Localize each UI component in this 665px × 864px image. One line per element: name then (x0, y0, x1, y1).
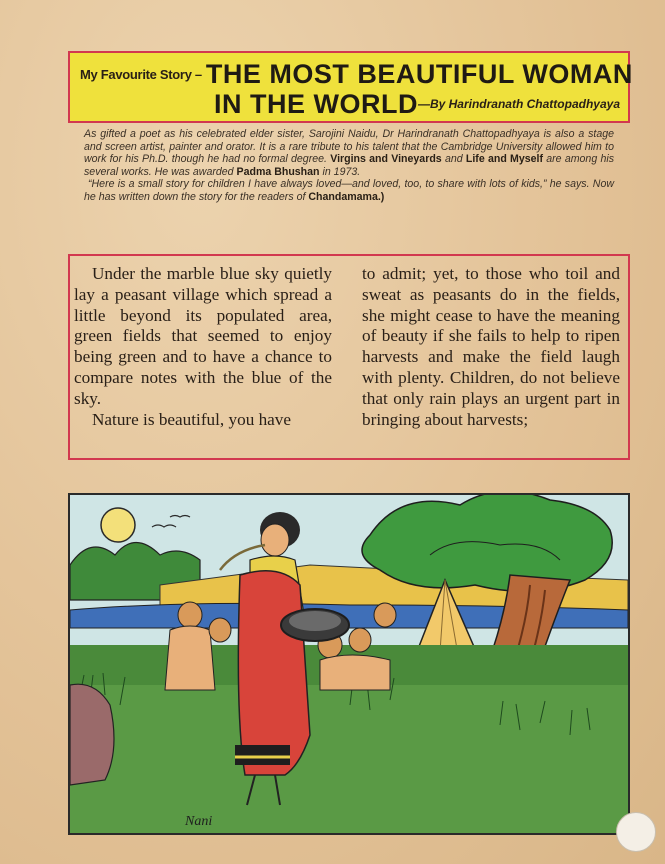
intro-and: and (444, 153, 463, 166)
artist-signature: Nani (185, 814, 213, 829)
title-line-1 (80, 59, 633, 90)
author-byline: —By Harindranath Chattopadhyaya (417, 97, 620, 112)
story-paragraph-1: Under the marble blue sky quietly lay a peasant village which spread a little beyond its populated area, green fields that seemed to enjoy being green and to have a chance to compare notes with the blue of the sky. (74, 264, 332, 408)
story-paragraph-2-start: Nature is beautiful, you have (92, 409, 292, 429)
intro-text-c: in 1973. (322, 165, 361, 178)
illustration-art (70, 495, 628, 833)
book-title-virgins: Virgins and Vineyards (330, 153, 442, 166)
intro-paragraph-2 (84, 178, 614, 203)
story-illustration (68, 493, 630, 835)
book-title-life: Life and Myself (465, 153, 544, 166)
story-title-line-2: IN THE WORLD (213, 89, 418, 119)
tree-canopy (362, 495, 612, 591)
story-kicker: My Favourite Story – (80, 67, 202, 82)
title-box (68, 51, 633, 123)
archive-seal-icon (616, 812, 656, 852)
story-paragraph-2-cont: to admit; yet, to those who toil and sweat as peasants do in the fields, she might cease to have the meaning of beauty if she fails to help to ripen harvests and make the field laugh with plenty. Children, do not believe that only rain plays an urgent part in bringing about harvests; (362, 264, 620, 429)
magazine-name: Chandamama.) (308, 190, 385, 203)
story-column-left (74, 264, 332, 430)
title-line-2 (214, 89, 620, 120)
sun-icon (101, 508, 135, 542)
intro-text-a: As gifted a poet as his celebrated elder sister, Sarojini Naidu, Dr Harindranath Chattopadhyaya is also a stage and screen artist, painter and orator. It is a rare tribute to his talent that the Cambridge University allowed him to work for his Ph.D. though he had no formal degree. (84, 128, 614, 166)
award-name: Padma Bhushan (236, 165, 320, 178)
story-column-right (362, 264, 620, 430)
intro-quote: “Here is a small story for children I have always loved—and loved, too, to share with lots of kids,” he says. Now he has written down the story for the readers of (84, 178, 614, 203)
intro-paragraph-1 (84, 128, 614, 178)
intro-text-b: are among his several works. He was awarded (84, 153, 614, 178)
story-text-box (68, 254, 630, 460)
author-introduction (84, 128, 614, 204)
story-title-line-1: THE MOST BEAUTIFUL WOMAN (205, 59, 633, 89)
